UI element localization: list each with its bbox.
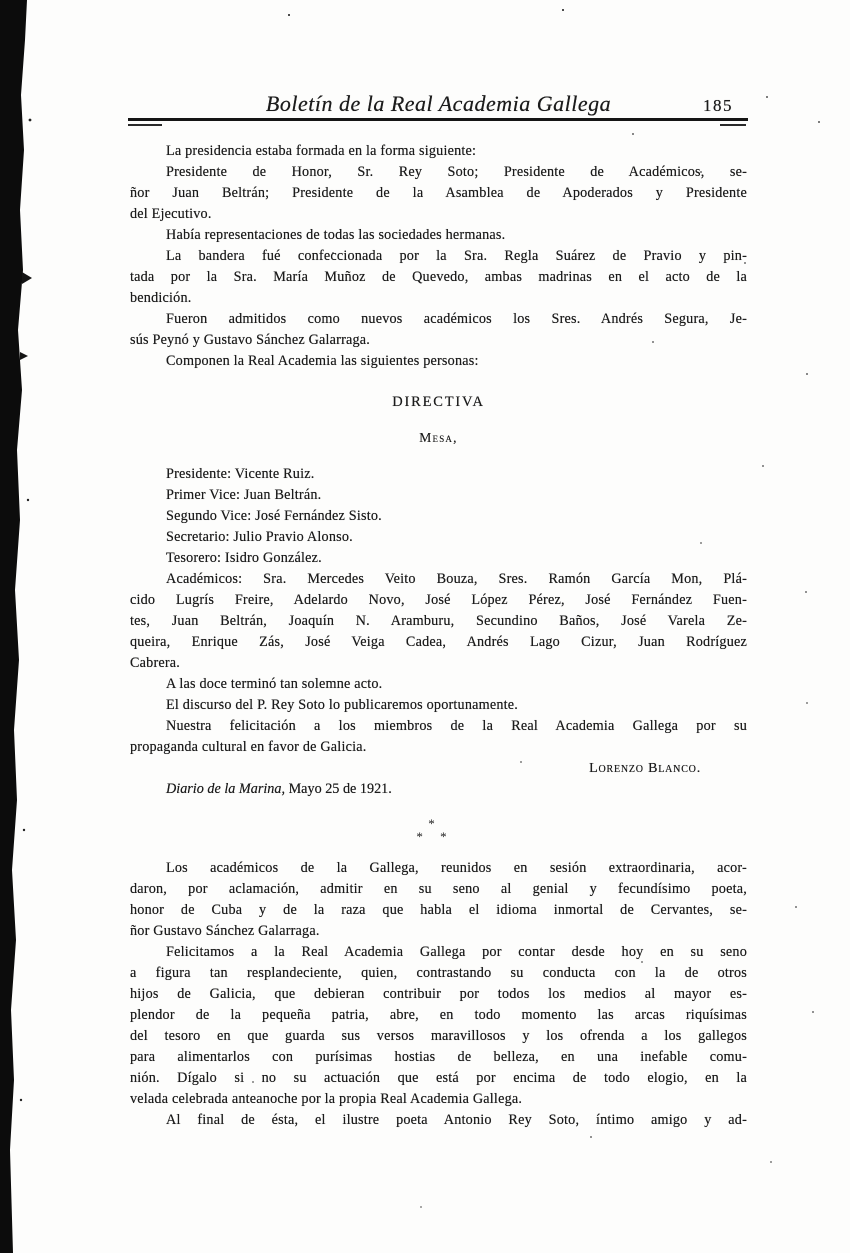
body-paragraph	[130, 309, 747, 351]
page-number: 185	[703, 96, 733, 115]
text-line: bendición.	[130, 290, 192, 306]
text-line: daron, por aclamación, admitir en su seno al genial y fecundísimo poeta,	[130, 881, 747, 897]
scan-noise-speckles	[0, 0, 2, 2]
body-paragraph	[130, 548, 747, 569]
body-paragraph	[130, 1110, 747, 1131]
body-paragraph	[130, 351, 747, 372]
source-citation	[130, 779, 747, 800]
text-line: a figura tan resplandeciente, quien, contrastando su conducta con la de otros	[130, 965, 747, 981]
page-body	[130, 141, 747, 1131]
text-line: propaganda cultural en favor de Galicia.	[130, 739, 367, 755]
author-signature: Lorenzo Blanco.	[589, 761, 701, 776]
text-line: plendor de la pequeña patria, abre, en todo momento las arcas riquísimas	[130, 1007, 747, 1023]
section-subheading-mesa: Mesa,	[419, 430, 458, 445]
body-paragraph	[130, 141, 747, 162]
asterisk-separator	[116, 817, 747, 843]
text-line: cido Lugrís Freire, Adelardo Novo, José López Pérez, José Fernández Fuen-	[130, 592, 747, 608]
text-line: hijos de Galicia, que debieran contribuir por todos los medios al mayor es-	[130, 986, 747, 1002]
page-header	[130, 90, 747, 120]
text-line: Felicitamos a la Real Academia Gallega por contar desde hoy en su seno	[166, 944, 747, 960]
text-line: del Ejecutivo.	[130, 206, 212, 222]
journal-title: Boletín de la Real Academia Gallega	[265, 91, 612, 116]
text-line: Secretario: Julio Pravio Alonso.	[166, 529, 353, 545]
text-line: La presidencia estaba formada en la forma siguiente:	[166, 143, 477, 159]
text-line: Fueron admitidos como nuevos académicos los Sres. Andrés Segura, Je-	[166, 311, 747, 327]
body-paragraph	[130, 225, 747, 246]
text-line: Primer Vice: Juan Beltrán.	[166, 487, 322, 503]
header-rule	[128, 118, 748, 121]
text-line: ñor Gustavo Sánchez Galarraga.	[130, 923, 320, 939]
body-paragraph	[130, 527, 747, 548]
text-line: velada celebrada anteanoche por la propia Real Academia Gallega.	[130, 1091, 523, 1107]
body-paragraph	[130, 716, 747, 758]
body-paragraph	[130, 246, 747, 309]
text-line: tes, Juan Beltrán, Joaquín N. Aramburu, Secundino Baños, José Varela Ze-	[130, 613, 747, 629]
text-line: A las doce terminó tan solemne acto.	[166, 676, 383, 692]
body-paragraph	[130, 485, 747, 506]
body-paragraph	[130, 569, 747, 674]
text-line: tada por la Sra. María Muñoz de Quevedo, ambas madrinas en el acto de la	[130, 269, 747, 285]
body-paragraph	[130, 858, 747, 942]
text-line: para alimentarlos con purísimas hostias de belleza, en una inefable comu-	[130, 1049, 747, 1065]
text-line: Tesorero: Isidro González.	[166, 550, 322, 566]
text-line: ñor Juan Beltrán; Presidente de la Asamblea de Apoderados y Presidente	[130, 185, 747, 201]
body-paragraph	[130, 162, 747, 225]
body-paragraph	[130, 942, 747, 1110]
body-paragraph	[130, 674, 747, 695]
body-paragraph	[130, 695, 747, 716]
text-line: El discurso del P. Rey Soto lo publicaremos oportunamente.	[166, 697, 519, 713]
text-line: honor de Cuba y de la raza que habla el idioma inmortal de Cervantes, se-	[130, 902, 747, 918]
asterisk-separator-row: * *	[416, 829, 454, 844]
section-heading-directiva: DIRECTIVA	[392, 394, 485, 410]
text-line: Presidente: Vicente Ruiz.	[166, 466, 315, 482]
body-paragraph	[130, 506, 747, 527]
text-line: del tesoro en que guarda sus versos maravillosos y los ofrenda a los gallegos	[130, 1028, 747, 1044]
text-line: La bandera fué confeccionada por la Sra. Regla Suárez de Pravio y pin-	[166, 248, 747, 264]
source-citation-title: Diario de la Marina,	[166, 781, 286, 797]
source-citation-date: Mayo 25 de 1921.	[285, 781, 392, 797]
text-line: queira, Enrique Zás, José Veiga Cadea, Andrés Lago Cizur, Juan Rodríguez	[130, 634, 747, 650]
text-line: Los académicos de la Gallega, reunidos en sesión extraordinaria, acor-	[166, 860, 747, 876]
text-line: sús Peynó y Gustavo Sánchez Galarraga.	[130, 332, 371, 348]
text-line: Nuestra felicitación a los miembros de la Real Academia Gallega por su	[166, 718, 747, 734]
asterisk-separator-row: *	[428, 816, 435, 831]
text-line: Segundo Vice: José Fernández Sisto.	[166, 508, 382, 524]
scan-binding-edge-artifact	[0, 0, 40, 1253]
text-line: Al final de ésta, el ilustre poeta Antonio Rey Soto, íntimo amigo y ad-	[166, 1112, 747, 1128]
text-line: Había representaciones de todas las sociedades hermanas.	[166, 227, 506, 243]
text-line: nión. Dígalo si no su actuación que está por encima de todo elogio, en la	[130, 1070, 747, 1086]
text-line: Académicos: Sra. Mercedes Veito Bouza, Sres. Ramón García Mon, Plá-	[166, 571, 747, 587]
body-paragraph	[130, 464, 747, 485]
text-line: Componen la Real Academia las siguientes personas:	[166, 353, 479, 369]
text-line: Cabrera.	[130, 655, 181, 671]
text-line: Presidente de Honor, Sr. Rey Soto; Presidente de Académicos, se-	[166, 164, 747, 180]
